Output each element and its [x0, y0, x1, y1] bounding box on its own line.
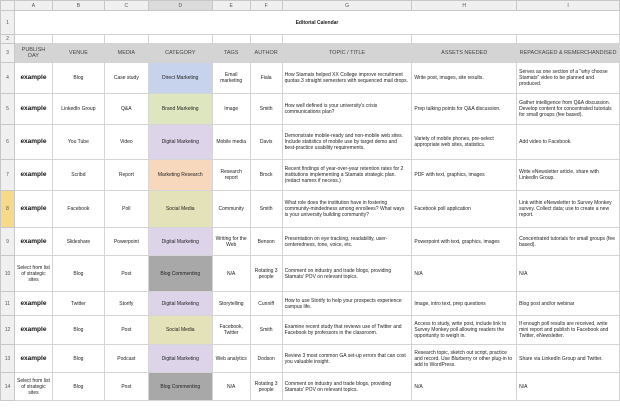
header-category[interactable]: CATEGORY: [148, 44, 212, 63]
category-cell[interactable]: Brand Marketing: [148, 94, 212, 125]
publish-day-cell[interactable]: example: [14, 292, 52, 316]
author-cell[interactable]: Rotating 3 people: [250, 256, 282, 292]
publish-day-cell[interactable]: example: [14, 345, 52, 373]
repackaged-cell[interactable]: Link within eNewsletter to Survey Monkey survey. Collect data; use to create a new report.: [517, 191, 620, 228]
row-number[interactable]: 3: [1, 44, 15, 63]
column-letter[interactable]: C: [104, 1, 148, 11]
publish-day-cell[interactable]: example: [14, 63, 52, 94]
author-cell[interactable]: Davis: [250, 125, 282, 160]
publish-day-cell[interactable]: example: [14, 316, 52, 345]
tags-cell[interactable]: N/A: [212, 373, 250, 401]
header-venue[interactable]: VENUE: [52, 44, 104, 63]
media-cell[interactable]: Post: [104, 373, 148, 401]
row-number[interactable]: 10: [1, 256, 15, 292]
publish-day-cell[interactable]: Select from list of strategic sites: [14, 256, 52, 292]
media-cell[interactable]: Poll: [104, 191, 148, 228]
assets-cell[interactable]: Image, intro text, prep questions: [412, 292, 517, 316]
assets-cell[interactable]: PDF with text, graphics, images: [412, 160, 517, 191]
venue-cell[interactable]: LinkedIn Group: [52, 94, 104, 125]
publish-day-cell[interactable]: example: [14, 125, 52, 160]
category-cell[interactable]: Digital Marketing: [148, 345, 212, 373]
column-letter[interactable]: A: [14, 1, 52, 11]
cell[interactable]: [282, 35, 412, 44]
row-number[interactable]: 13: [1, 345, 15, 373]
table-row: [1, 63, 620, 94]
row-number[interactable]: 7: [1, 160, 15, 191]
venue-cell[interactable]: Blog: [52, 256, 104, 292]
repackaged-cell[interactable]: N/A: [517, 256, 620, 292]
cell[interactable]: [104, 35, 148, 44]
table-row: [1, 373, 620, 401]
topic-cell[interactable]: How to use Storify to help your prospects experience campus life.: [282, 292, 412, 316]
author-cell[interactable]: Cunniff: [250, 292, 282, 316]
tags-cell[interactable]: Research report: [212, 160, 250, 191]
table-row: [1, 316, 620, 345]
tags-cell[interactable]: Facebook, Twitter: [212, 316, 250, 345]
repackaged-cell[interactable]: Blog post and/or webinar: [517, 292, 620, 316]
category-cell[interactable]: Marketing Research: [148, 160, 212, 191]
category-cell[interactable]: Digital Marketing: [148, 125, 212, 160]
tags-cell[interactable]: N/A: [212, 256, 250, 292]
topic-cell[interactable]: Comment on industry and trade blogs, providing Stamats' POV on relevant topics.: [282, 373, 412, 401]
sheet-title[interactable]: Editorial Calendar: [14, 11, 619, 35]
assets-cell[interactable]: Powerpoint with text, graphics, images: [412, 228, 517, 256]
media-cell[interactable]: Storify: [104, 292, 148, 316]
venue-cell[interactable]: Facebook: [52, 191, 104, 228]
tags-cell[interactable]: Writing for the Web: [212, 228, 250, 256]
header-row: [1, 44, 620, 63]
media-cell[interactable]: Q&A: [104, 94, 148, 125]
repackaged-cell[interactable]: Share via LinkedIn Group and Twitter.: [517, 345, 620, 373]
header-publish-day[interactable]: PUBLISH DAY: [14, 44, 52, 63]
media-cell[interactable]: Post: [104, 316, 148, 345]
venue-cell[interactable]: Blog: [52, 316, 104, 345]
tags-cell[interactable]: Web analytics: [212, 345, 250, 373]
repackaged-cell[interactable]: Write eNewsletter article, share with LinkedIn Group.: [517, 160, 620, 191]
row-number[interactable]: 11: [1, 292, 15, 316]
category-cell[interactable]: Direct Marketing: [148, 63, 212, 94]
assets-cell[interactable]: N/A: [412, 373, 517, 401]
venue-cell[interactable]: Slideshare: [52, 228, 104, 256]
repackaged-cell[interactable]: Concentrated tutorials for small groups (fee based).: [517, 228, 620, 256]
topic-cell[interactable]: Presentation on eye tracking, readability, user-centeredness, tone, voice, etc.: [282, 228, 412, 256]
author-cell[interactable]: Benson: [250, 228, 282, 256]
title-row: [1, 11, 620, 35]
media-cell[interactable]: Report: [104, 160, 148, 191]
category-cell[interactable]: Blog Commenting: [148, 373, 212, 401]
grid-body: [1, 1, 620, 401]
publish-day-cell[interactable]: Select from list of strategic sites: [14, 373, 52, 401]
header-assets-needed[interactable]: ASSETS NEEDED: [412, 44, 517, 63]
publish-day-cell[interactable]: example: [14, 160, 52, 191]
venue-cell[interactable]: Blog: [52, 373, 104, 401]
table-row: [1, 125, 620, 160]
assets-cell[interactable]: Facebook poll application: [412, 191, 517, 228]
media-cell[interactable]: Case study: [104, 63, 148, 94]
media-cell[interactable]: Video: [104, 125, 148, 160]
assets-cell[interactable]: Prep talking points for Q&A discussion.: [412, 94, 517, 125]
author-cell[interactable]: Smith: [250, 94, 282, 125]
topic-cell[interactable]: Comment on industry and trade blogs, providing Stamats' POV on relevant topics.: [282, 256, 412, 292]
table-row: [1, 160, 620, 191]
assets-cell[interactable]: Research topic, sketch out script, practice and record. Use Blurberry or other plug-in to add to WordPress.: [412, 345, 517, 373]
repackaged-cell[interactable]: Gather intelligence from Q&A discussion. Develop content for concentrated tutorials for small groups (fee based).: [517, 94, 620, 125]
cell[interactable]: [52, 35, 104, 44]
table-row: [1, 292, 620, 316]
tags-cell[interactable]: Storytelling: [212, 292, 250, 316]
cell[interactable]: [14, 35, 52, 44]
topic-cell[interactable]: Demonstrate mobile-ready and non-mobile web sites. Include statistics of mobile use by target demo and best-practice usability requirements.: [282, 125, 412, 160]
venue-cell[interactable]: Twitter: [52, 292, 104, 316]
header-author[interactable]: AUTHOR: [250, 44, 282, 63]
row-number[interactable]: 6: [1, 125, 15, 160]
category-cell[interactable]: Social Media: [148, 191, 212, 228]
cell[interactable]: [517, 35, 620, 44]
publish-day-cell[interactable]: example: [14, 94, 52, 125]
column-letter[interactable]: F: [250, 1, 282, 11]
row-number[interactable]: 5: [1, 94, 15, 125]
header-tags[interactable]: TAGS: [212, 44, 250, 63]
category-cell[interactable]: Blog Commenting: [148, 256, 212, 292]
row-number[interactable]: 2: [1, 35, 15, 44]
column-letter[interactable]: G: [282, 1, 412, 11]
row-number[interactable]: 9: [1, 228, 15, 256]
header-media[interactable]: MEDIA: [104, 44, 148, 63]
author-cell[interactable]: Dodson: [250, 345, 282, 373]
row-number[interactable]: 14: [1, 373, 15, 401]
tags-cell[interactable]: Image: [212, 94, 250, 125]
author-cell[interactable]: Smith: [250, 191, 282, 228]
media-cell[interactable]: Post: [104, 256, 148, 292]
cell[interactable]: [148, 35, 212, 44]
category-cell[interactable]: Digital Marketing: [148, 292, 212, 316]
cell[interactable]: [412, 35, 517, 44]
row-number[interactable]: 12: [1, 316, 15, 345]
author-cell[interactable]: Fiala: [250, 63, 282, 94]
cell[interactable]: [212, 35, 250, 44]
assets-cell[interactable]: N/A: [412, 256, 517, 292]
media-cell[interactable]: Podcast: [104, 345, 148, 373]
blank-row: [1, 35, 620, 44]
column-letter[interactable]: D: [148, 1, 212, 11]
category-cell[interactable]: Digital Marketing: [148, 228, 212, 256]
table-row: [1, 191, 620, 228]
cell[interactable]: [250, 35, 282, 44]
venue-cell[interactable]: You Tube: [52, 125, 104, 160]
author-cell[interactable]: Rotating 3 people: [250, 373, 282, 401]
repackaged-cell[interactable]: If enough poll results are received, write mini report and publish to Facebook and Twitter, eNewsletter.: [517, 316, 620, 345]
header-topic-title[interactable]: TOPIC / TITLE: [282, 44, 412, 63]
repackaged-cell[interactable]: Add video to Facebook.: [517, 125, 620, 160]
topic-cell[interactable]: Examine recent study that reviews use of Twitter and Facebook by professors in the classroom.: [282, 316, 412, 345]
assets-cell[interactable]: Write post, images, site results.: [412, 63, 517, 94]
category-cell[interactable]: Social Media: [148, 316, 212, 345]
publish-day-cell[interactable]: example: [14, 191, 52, 228]
row-number[interactable]: 8: [1, 191, 15, 228]
select-all-corner[interactable]: [1, 1, 15, 11]
repackaged-cell[interactable]: N/A: [517, 373, 620, 401]
tags-cell[interactable]: Email marketing: [212, 63, 250, 94]
row-number[interactable]: 4: [1, 63, 15, 94]
assets-cell[interactable]: Access to study, write post, include link to Survey Monkey poll allowing readers the opportunity to weigh in.: [412, 316, 517, 345]
venue-cell[interactable]: Blog: [52, 345, 104, 373]
tags-cell[interactable]: Mobile media: [212, 125, 250, 160]
publish-day-cell[interactable]: example: [14, 228, 52, 256]
column-letter[interactable]: B: [52, 1, 104, 11]
header-repackaged[interactable]: REPACKAGED & REMERCHANDISED: [517, 44, 620, 63]
topic-cell[interactable]: Review 3 most common GA set-up errors that can cost you valuable insight.: [282, 345, 412, 373]
table-row: [1, 256, 620, 292]
repackaged-cell[interactable]: Serves as one section of a "why choose Stamats" video to be planned and produced.: [517, 63, 620, 94]
media-cell[interactable]: Powerpoint: [104, 228, 148, 256]
venue-cell[interactable]: Blog: [52, 63, 104, 94]
topic-cell[interactable]: Recent findings of year-over-year retention rates for 2 institutions implementing a Stamats strategic plan. (redact names if necess.): [282, 160, 412, 191]
row-number[interactable]: 1: [1, 11, 15, 35]
topic-cell[interactable]: How well defined is your university's crisis communications plan?: [282, 94, 412, 125]
column-letter[interactable]: H: [412, 1, 517, 11]
table-row: [1, 94, 620, 125]
column-letter[interactable]: I: [517, 1, 620, 11]
table-row: [1, 228, 620, 256]
column-letter[interactable]: E: [212, 1, 250, 11]
tags-cell[interactable]: Community: [212, 191, 250, 228]
author-cell[interactable]: Brock: [250, 160, 282, 191]
topic-cell[interactable]: How Stamats helped XX College improve recruitment quotas 3 straight semesters with sequenced mail drops.: [282, 63, 412, 94]
table-row: [1, 345, 620, 373]
venue-cell[interactable]: Scribd: [52, 160, 104, 191]
author-cell[interactable]: Smith: [250, 316, 282, 345]
assets-cell[interactable]: Variety of mobile phones, pre-select appropriate web sites, statistics.: [412, 125, 517, 160]
column-header-row: [1, 1, 620, 11]
topic-cell[interactable]: What role does the institution have in fostering community-mindedness among enrollees? What ways is your university building community?: [282, 191, 412, 228]
